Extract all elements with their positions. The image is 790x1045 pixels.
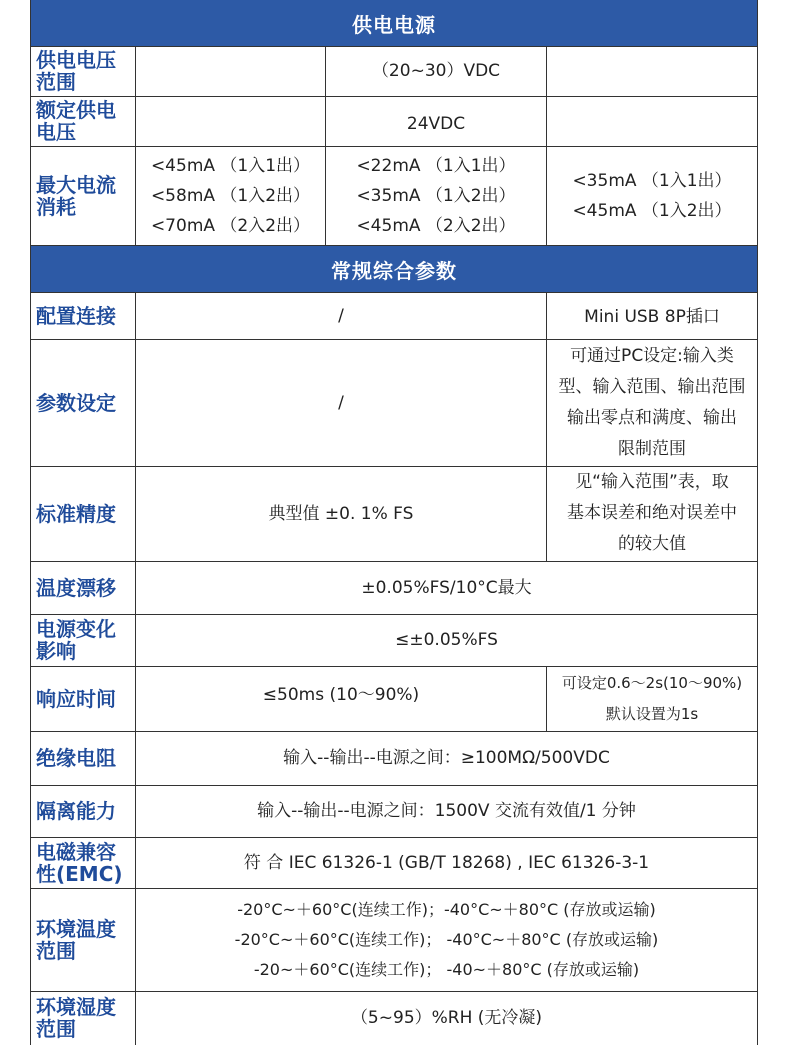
label-power-effect: 电源变化影响 — [36, 617, 116, 663]
env-temp-line: -20°C~＋60°C(连续工作)；-40°C~＋80°C (存放或运输) — [237, 899, 656, 919]
note-accuracy — [547, 466, 757, 561]
note-param — [547, 339, 757, 466]
note-line: 默认设置为1s — [605, 704, 699, 723]
value-emc: 符 合 IEC 61326-1 (GB/T 18268) , IEC 61326-3-1 — [243, 852, 650, 873]
value-env-humidity: （5~95）%RH (无冷凝) — [350, 1008, 543, 1028]
note-line: 可设定0.6～2s(10～90%) — [561, 673, 743, 692]
row-divider — [30, 245, 758, 246]
label-env-humidity: 环境湿度范围 — [36, 995, 116, 1041]
label-emc: 电磁兼容性(EMC) — [36, 839, 123, 886]
value-max-current-col2 — [326, 146, 546, 245]
note-line: 基本误差和绝对误差中 — [567, 503, 737, 523]
label-insulation: 绝缘电阻 — [36, 746, 116, 770]
current-line: <45mA （2入2出） — [356, 215, 516, 236]
value-isolation: 输入--输出--电源之间：1500V 交流有效值/1 分钟 — [257, 801, 636, 821]
note-line: 见“输入范围”表，取 — [575, 472, 729, 492]
value-max-current-col3 — [547, 146, 757, 245]
current-line: <70mA （2入2出） — [150, 215, 311, 236]
current-line: <45mA （1入2出） — [572, 200, 732, 221]
value-rated-voltage: 24VDC — [406, 113, 466, 134]
label-supply-voltage: 供电电压范围 — [36, 48, 116, 94]
value-temp-drift: ±0.05%FS/10°C最大 — [361, 577, 532, 598]
value-response: ≤50ms (10～90%) — [262, 685, 420, 705]
note-line: 型、输入范围、输出范围 — [558, 376, 746, 397]
value-insulation: 输入--输出--电源之间：≥100MΩ/500VDC — [283, 748, 610, 768]
value-power-effect: ≤±0.05%FS — [395, 630, 498, 650]
label-rated-voltage: 额定供电电压 — [36, 98, 116, 144]
current-line: <35mA （1入2出） — [356, 185, 516, 206]
current-line: <22mA （1入1出） — [356, 155, 516, 176]
env-temp-line: -20°C~＋60°C(连续工作)； -40°C~＋80°C (存放或运输) — [234, 929, 659, 949]
label-response: 响应时间 — [36, 686, 116, 711]
label-accuracy: 标准精度 — [36, 501, 116, 526]
value-param: / — [338, 392, 344, 413]
value-max-current-col1 — [136, 146, 325, 245]
value-config: / — [338, 305, 344, 326]
note-line: 的较大值 — [618, 534, 686, 554]
note-config: Mini USB 8P插口 — [584, 307, 720, 327]
value-supply-voltage: （20~30）VDC — [371, 61, 501, 81]
label-temp-drift: 温度漂移 — [36, 575, 116, 600]
label-isolation: 隔离能力 — [36, 799, 116, 823]
value-accuracy: 典型值 ±0. 1% FS — [268, 503, 414, 524]
current-line: <35mA （1入1出） — [572, 170, 732, 191]
label-config: 配置连接 — [36, 303, 116, 328]
env-temp-line: -20~＋60°C(连续工作)； -40~＋80°C (存放或运输) — [253, 959, 640, 979]
note-line: 限制范围 — [618, 438, 686, 459]
section-header-power: 供电电源 — [31, 0, 757, 46]
section-header-general: 常规综合参数 — [31, 246, 757, 292]
current-line: <45mA （1入1出） — [150, 155, 311, 176]
label-env-temp: 环境温度范围 — [36, 916, 116, 963]
note-line: 输出零点和满度、输出 — [567, 407, 737, 428]
note-response — [547, 666, 757, 731]
value-env-temp — [136, 888, 757, 991]
current-line: <58mA （1入2出） — [150, 185, 311, 206]
label-max-current: 最大电流消耗 — [36, 172, 116, 219]
note-line: 可通过PC设定:输入类 — [570, 345, 734, 366]
label-param: 参数设定 — [36, 390, 116, 415]
